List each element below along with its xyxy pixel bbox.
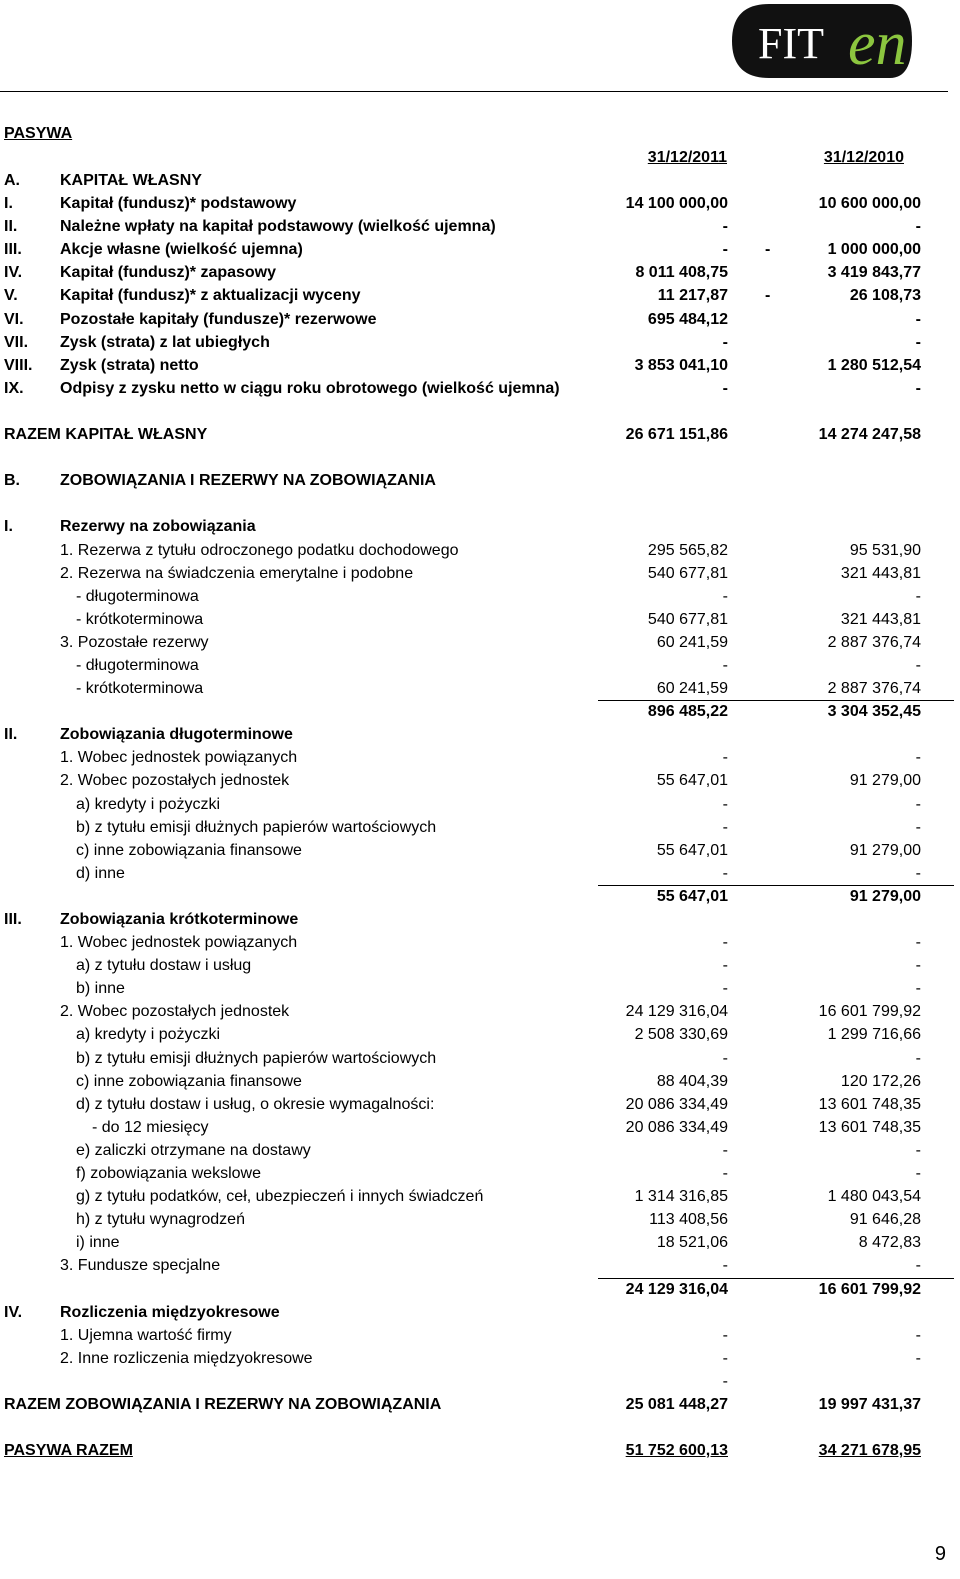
- table-row: [0, 423, 960, 446]
- table-row: [0, 1185, 960, 1208]
- value-2011: 26 671 151,86: [625, 426, 728, 444]
- row-number: VI.: [4, 310, 24, 328]
- table-row: [0, 908, 960, 931]
- row-label: Kapitał (fundusz)* zapasowy: [60, 264, 277, 282]
- row-number: V.: [4, 287, 18, 305]
- value-2010: 2 887 376,74: [827, 680, 921, 698]
- value-2011: -: [722, 934, 728, 952]
- value-2010: 321 443,81: [840, 610, 921, 628]
- value-2011: -: [722, 749, 728, 767]
- table-row: [0, 1162, 960, 1185]
- table-row: [0, 862, 960, 885]
- table-row: [0, 1208, 960, 1231]
- value-2010: 1 280 512,54: [827, 356, 921, 374]
- table-row: [0, 631, 960, 654]
- value-2010: 19 997 431,37: [818, 1395, 921, 1413]
- table-row: [0, 746, 960, 769]
- table-row: [0, 931, 960, 954]
- table-row: [0, 1301, 960, 1324]
- value-2010: -: [915, 980, 921, 998]
- row-label: h) z tytułu wynagrodzeń: [76, 1211, 245, 1229]
- table-row: [0, 308, 960, 331]
- row-label: 3. Fundusze specjalne: [60, 1257, 221, 1275]
- table-row: [0, 1023, 960, 1046]
- table-row: [0, 723, 960, 746]
- table-row: [0, 284, 960, 307]
- table-row: [0, 793, 960, 816]
- value-2010: -: [915, 379, 921, 397]
- row-label: c) inne zobowiązania finansowe: [76, 1072, 302, 1090]
- table-row: [0, 1439, 960, 1462]
- table-row: [0, 400, 960, 423]
- value-2010: -: [915, 1049, 921, 1067]
- table-row: [0, 1139, 960, 1162]
- row-label: Kapitał (fundusz)* podstawowy: [60, 195, 297, 213]
- table-row: [0, 1231, 960, 1254]
- row-label: Pozostałe kapitały (fundusze)* rezerwowe: [60, 310, 377, 328]
- value-2011: 540 677,81: [647, 610, 728, 628]
- table-row: [0, 1047, 960, 1070]
- value-2010: -: [915, 818, 921, 836]
- table-row: [0, 608, 960, 631]
- row-label: Odpisy z zysku netto w ciągu roku obrotowego (wielkość ujemna): [60, 379, 560, 397]
- value-2010: 3 419 843,77: [827, 264, 921, 282]
- row-label: KAPITAŁ WŁASNY: [60, 172, 202, 189]
- table-row: [0, 677, 960, 700]
- row-label: - długoterminowa: [76, 656, 199, 674]
- row-label: 1. Wobec jednostek powiązanych: [60, 749, 298, 767]
- row-label: Zysk (strata) netto: [60, 356, 199, 374]
- value-2010: -: [915, 1349, 921, 1367]
- table-row: [0, 261, 960, 284]
- value-2011: -: [722, 241, 728, 259]
- row-label: 2. Wobec pozostałych jednostek: [60, 1003, 290, 1021]
- value-2010: 8 472,83: [858, 1234, 921, 1252]
- row-label: Zobowiązania długoterminowe: [60, 726, 293, 744]
- value-2010: -: [915, 864, 921, 882]
- value-2011: 18 521,06: [656, 1234, 728, 1252]
- row-label: - krótkoterminowa: [76, 680, 204, 698]
- value-2011: -: [722, 980, 728, 998]
- value-2011: 14 100 000,00: [625, 195, 728, 213]
- value-2010: -: [915, 957, 921, 975]
- column-date-2010: 31/12/2010: [823, 149, 904, 166]
- row-label: a) z tytułu dostaw i usług: [76, 957, 252, 975]
- table-row: [0, 169, 960, 192]
- row-label: 1. Ujemna wartość firmy: [60, 1326, 232, 1344]
- value-2010: 91 646,28: [849, 1211, 921, 1229]
- row-label: 1. Rezerwa z tytułu odroczonego podatku dochodowego: [60, 541, 459, 559]
- table-row: [0, 215, 960, 238]
- value-2010: 10 600 000,00: [818, 195, 921, 213]
- value-2011: -: [722, 1141, 728, 1159]
- value-2010: 16 601 799,92: [818, 1280, 921, 1298]
- value-2011: -: [722, 218, 728, 236]
- value-2010: -: [915, 587, 921, 605]
- table-row: [0, 192, 960, 215]
- row-label: RAZEM KAPITAŁ WŁASNY: [4, 426, 208, 444]
- row-label: Kapitał (fundusz)* z aktualizacji wyceny: [60, 287, 361, 305]
- row-label: b) z tytułu emisji dłużnych papierów wartościowych: [76, 818, 437, 836]
- value-2010: -: [915, 656, 921, 674]
- row-label: - długoterminowa: [76, 587, 199, 605]
- value-2010: 1 480 043,54: [827, 1188, 921, 1206]
- value-2010: 2 887 376,74: [827, 633, 921, 651]
- row-number: II.: [4, 218, 18, 236]
- row-number: IV.: [4, 264, 23, 282]
- value-2010: -: [915, 795, 921, 813]
- value-2011: -: [722, 333, 728, 351]
- column-date-2011: 31/12/2011: [647, 149, 727, 166]
- value-2010: 321 443,81: [840, 564, 921, 582]
- value-2010: -: [915, 218, 921, 236]
- table-row: [0, 1347, 960, 1370]
- table-row: [0, 1093, 960, 1116]
- value-2011: 51 752 600,13: [625, 1442, 728, 1460]
- value-2011: -: [722, 864, 728, 882]
- value-2011: 20 086 334,49: [625, 1118, 728, 1136]
- table-row: [0, 700, 960, 723]
- value-2010: 91 279,00: [849, 841, 921, 859]
- value-2011: 24 129 316,04: [625, 1003, 728, 1021]
- row-label: a) kredyty i pożyczki: [76, 1026, 221, 1044]
- value-2011: 55 647,01: [656, 772, 728, 790]
- table-row: [0, 492, 960, 515]
- row-number: I.: [4, 195, 13, 213]
- row-label: Zobowiązania krótkoterminowe: [60, 911, 299, 928]
- header-divider: [0, 91, 948, 92]
- row-label: a) kredyty i pożyczki: [76, 795, 221, 813]
- table-row: [0, 954, 960, 977]
- fiten-logo: [730, 2, 945, 80]
- svg-text:en: en: [848, 10, 907, 78]
- value-2011: -: [722, 587, 728, 605]
- value-2011: -: [722, 957, 728, 975]
- value-2011: 113 408,56: [649, 1211, 728, 1229]
- table-row: [0, 238, 960, 261]
- row-label: 2. Inne rozliczenia międzyokresowe: [60, 1349, 313, 1367]
- value-2011: -: [722, 1165, 728, 1183]
- table-row: [0, 1278, 960, 1301]
- value-2011: 896 485,22: [647, 703, 728, 721]
- row-label: i) inne: [76, 1234, 120, 1252]
- section-heading: PASYWA: [4, 125, 73, 142]
- row-label: Należne wpłaty na kapitał podstawowy (wielkość ujemna): [60, 218, 496, 236]
- row-label: b) inne: [76, 980, 125, 998]
- row-label: Zysk (strata) z lat ubiegłych: [60, 333, 270, 351]
- table-row: [0, 839, 960, 862]
- row-label: ZOBOWIĄZANIA I REZERWY NA ZOBOWIĄZANIA: [60, 472, 436, 490]
- row-number: II.: [4, 726, 18, 744]
- table-row: [0, 469, 960, 492]
- value-2011: 20 086 334,49: [625, 1095, 728, 1113]
- table-row: [0, 1000, 960, 1023]
- table-row: [0, 377, 960, 400]
- value-2010: 3 304 352,45: [827, 703, 921, 721]
- table-row: [0, 654, 960, 677]
- value-2010: 91 279,00: [849, 887, 921, 905]
- value-2011: -: [722, 1049, 728, 1067]
- page-number: 9: [934, 1543, 946, 1565]
- table-row: [0, 515, 960, 538]
- row-number: I.: [4, 518, 13, 536]
- row-label: 2. Rezerwa na świadczenia emerytalne i podobne: [60, 564, 414, 582]
- row-label: 1. Wobec jednostek powiązanych: [60, 934, 298, 952]
- table-row: [0, 585, 960, 608]
- value-2010: 16 601 799,92: [818, 1003, 921, 1021]
- value-2011: -: [722, 1372, 728, 1390]
- value-2011: 3 853 041,10: [634, 356, 728, 374]
- row-label: - krótkoterminowa: [76, 610, 204, 628]
- table-row: [0, 539, 960, 562]
- value-2011: -: [722, 1257, 728, 1275]
- value-2011: 11 217,87: [657, 287, 728, 305]
- value-2011: 24 129 316,04: [625, 1280, 728, 1298]
- value-2010: 26 108,73: [849, 287, 921, 305]
- table-row: [0, 1416, 960, 1439]
- value-2010: -: [915, 934, 921, 952]
- value-2010: -: [915, 1257, 921, 1275]
- row-label: Akcje własne (wielkość ujemna): [60, 241, 303, 259]
- row-number: VIII.: [4, 356, 33, 374]
- table-row: [0, 1370, 960, 1393]
- value-2011: 25 081 448,27: [625, 1395, 728, 1413]
- table-row: [0, 354, 960, 377]
- row-label: g) z tytułu podatków, ceł, ubezpieczeń i innych świadczeń: [76, 1188, 484, 1206]
- value-2010: 34 271 678,95: [818, 1442, 921, 1460]
- value-2011: -: [722, 379, 728, 397]
- table-row: [0, 562, 960, 585]
- value-2010: 13 601 748,35: [818, 1118, 921, 1136]
- value-2010: 120 172,26: [840, 1072, 921, 1090]
- table-row: [0, 1116, 960, 1139]
- row-label: 3. Pozostałe rezerwy: [60, 633, 209, 651]
- svg-text:FIT: FIT: [758, 19, 824, 68]
- sign-marker: -: [765, 287, 771, 305]
- row-label: Rozliczenia międzyokresowe: [60, 1303, 280, 1321]
- liabilities-table: [0, 169, 960, 1462]
- table-row: [0, 977, 960, 1000]
- value-2011: 60 241,59: [656, 680, 728, 698]
- row-number: IX.: [4, 379, 24, 397]
- value-2010: -: [915, 310, 921, 328]
- table-row: [0, 1393, 960, 1416]
- value-2010: 1 000 000,00: [827, 241, 921, 259]
- table-row: [0, 885, 960, 908]
- row-label: 2. Wobec pozostałych jednostek: [60, 772, 290, 790]
- value-2011: -: [722, 656, 728, 674]
- row-label: f) zobowiązania wekslowe: [76, 1165, 261, 1183]
- value-2011: -: [722, 1349, 728, 1367]
- value-2011: -: [722, 795, 728, 813]
- row-number: A.: [4, 172, 20, 189]
- row-number: IV.: [4, 1303, 23, 1321]
- value-2011: -: [722, 818, 728, 836]
- row-label: b) z tytułu emisji dłużnych papierów wartościowych: [76, 1049, 437, 1067]
- row-label: Rezerwy na zobowiązania: [60, 518, 256, 536]
- table-row: [0, 331, 960, 354]
- value-2010: -: [915, 333, 921, 351]
- value-2011: 88 404,39: [656, 1072, 728, 1090]
- value-2011: 295 565,82: [647, 541, 728, 559]
- table-row: [0, 769, 960, 792]
- value-2011: 695 484,12: [647, 310, 728, 328]
- sign-marker: -: [765, 241, 771, 259]
- row-number: B.: [4, 472, 20, 490]
- value-2010: -: [915, 749, 921, 767]
- table-row: [0, 1324, 960, 1347]
- row-label: d) z tytułu dostaw i usług, o okresie wymagalności:: [76, 1095, 435, 1113]
- value-2010: 14 274 247,58: [818, 426, 921, 444]
- row-label: - do 12 miesięcy: [92, 1118, 209, 1136]
- value-2011: 2 508 330,69: [634, 1026, 728, 1044]
- value-2011: 1 314 316,85: [634, 1188, 728, 1206]
- value-2011: -: [722, 1326, 728, 1344]
- value-2010: 13 601 748,35: [818, 1095, 921, 1113]
- value-2010: 1 299 716,66: [827, 1026, 921, 1044]
- value-2010: 95 531,90: [849, 541, 921, 559]
- row-number: III.: [4, 911, 22, 928]
- table-row: [0, 1070, 960, 1093]
- value-2010: -: [915, 1141, 921, 1159]
- value-2011: 60 241,59: [656, 633, 728, 651]
- row-label: d) inne: [76, 864, 125, 882]
- value-2011: 8 011 408,75: [635, 264, 728, 282]
- value-2011: 55 647,01: [656, 887, 728, 905]
- value-2011: 55 647,01: [656, 841, 728, 859]
- row-number: III.: [4, 241, 22, 259]
- row-label: PASYWA RAZEM: [4, 1442, 133, 1460]
- row-label: e) zaliczki otrzymane na dostawy: [76, 1141, 311, 1159]
- table-row: [0, 1254, 960, 1277]
- row-label: RAZEM ZOBOWIĄZANIA I REZERWY NA ZOBOWIĄZANIA: [4, 1395, 442, 1413]
- table-row: [0, 446, 960, 469]
- date-header-row: [0, 146, 960, 169]
- value-2010: 91 279,00: [849, 772, 921, 790]
- value-2010: -: [915, 1326, 921, 1344]
- row-label: c) inne zobowiązania finansowe: [76, 841, 302, 859]
- table-row: [0, 816, 960, 839]
- row-number: VII.: [4, 333, 29, 351]
- value-2011: 540 677,81: [647, 564, 728, 582]
- value-2010: -: [915, 1165, 921, 1183]
